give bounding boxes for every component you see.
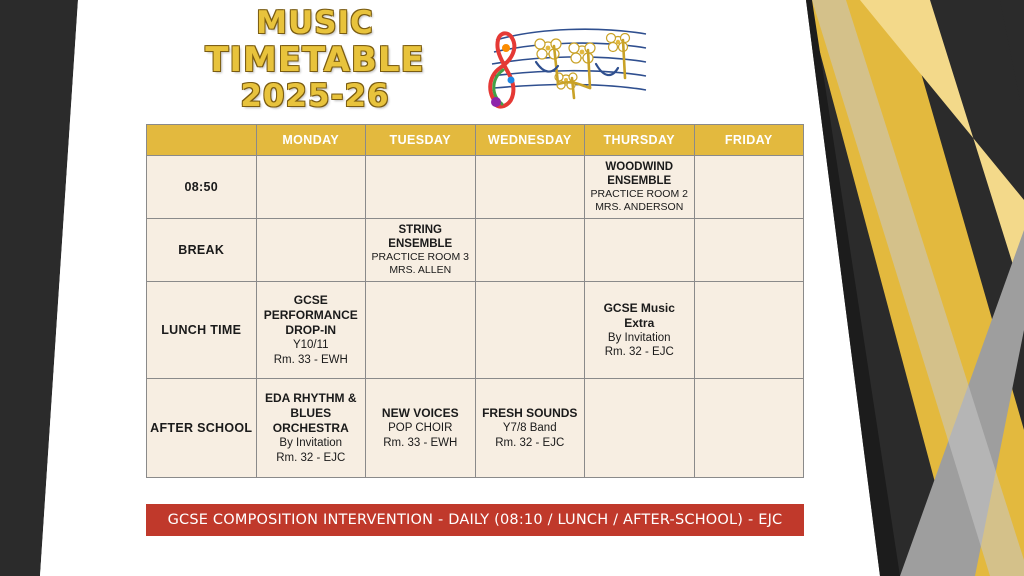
column-header-friday: FRIDAY <box>694 125 804 156</box>
row-label-0850: 08:50 <box>147 156 257 219</box>
table-header-row <box>147 125 804 156</box>
cell-break-monday <box>256 219 366 282</box>
table-row <box>147 156 804 219</box>
cell-lunch-thursday: GCSE Music Extra By Invitation Rm. 32 - EJC <box>585 282 695 379</box>
table-row <box>147 379 804 478</box>
cell-0850-monday <box>256 156 366 219</box>
title-line-2: TIMETABLE <box>205 39 425 80</box>
cell-lunch-friday <box>694 282 804 379</box>
row-label-break: BREAK <box>147 219 257 282</box>
cell-0850-thursday: WOODWIND ENSEMBLE PRACTICE ROOM 2 MRS. ANDERSON <box>585 156 695 219</box>
cell-after-school-thursday <box>585 379 695 478</box>
row-label-lunch-time: LUNCH TIME <box>147 282 257 379</box>
cell-break-thursday <box>585 219 695 282</box>
row-label-after-school: AFTER SCHOOL <box>147 379 257 478</box>
title-line-1: MUSIC <box>256 5 374 41</box>
music-notes-icon <box>478 18 658 118</box>
cell-0850-tuesday <box>366 156 476 219</box>
column-header-blank <box>147 125 257 156</box>
column-header-tuesday: TUESDAY <box>366 125 476 156</box>
cell-after-school-wednesday: FRESH SOUNDS Y7/8 Band Rm. 32 - EJC <box>475 379 585 478</box>
cell-lunch-monday: GCSE PERFORMANCE DROP-IN Y10/11 Rm. 33 - EWH <box>256 282 366 379</box>
intervention-banner: GCSE COMPOSITION INTERVENTION - DAILY (08:10 / LUNCH / AFTER-SCHOOL) - EJC <box>146 504 804 536</box>
title-line-3: 2025-26 <box>240 77 390 114</box>
cell-after-school-friday <box>694 379 804 478</box>
table-row <box>147 282 804 379</box>
cell-0850-wednesday <box>475 156 585 219</box>
cell-break-wednesday <box>475 219 585 282</box>
cell-lunch-tuesday <box>366 282 476 379</box>
cell-after-school-tuesday: NEW VOICES POP CHOIR Rm. 33 - EWH <box>366 379 476 478</box>
column-header-wednesday: WEDNESDAY <box>475 125 585 156</box>
column-header-thursday: THURSDAY <box>585 125 695 156</box>
timetable <box>146 124 804 478</box>
cell-lunch-wednesday <box>475 282 585 379</box>
page-title <box>150 6 480 114</box>
column-header-monday: MONDAY <box>256 125 366 156</box>
cell-break-friday <box>694 219 804 282</box>
cell-after-school-monday: EDA RHYTHM & BLUES ORCHESTRA By Invitation Rm. 32 - EJC <box>256 379 366 478</box>
table-row <box>147 219 804 282</box>
cell-0850-friday <box>694 156 804 219</box>
cell-break-tuesday: STRING ENSEMBLE PRACTICE ROOM 3 MRS. ALLEN <box>366 219 476 282</box>
